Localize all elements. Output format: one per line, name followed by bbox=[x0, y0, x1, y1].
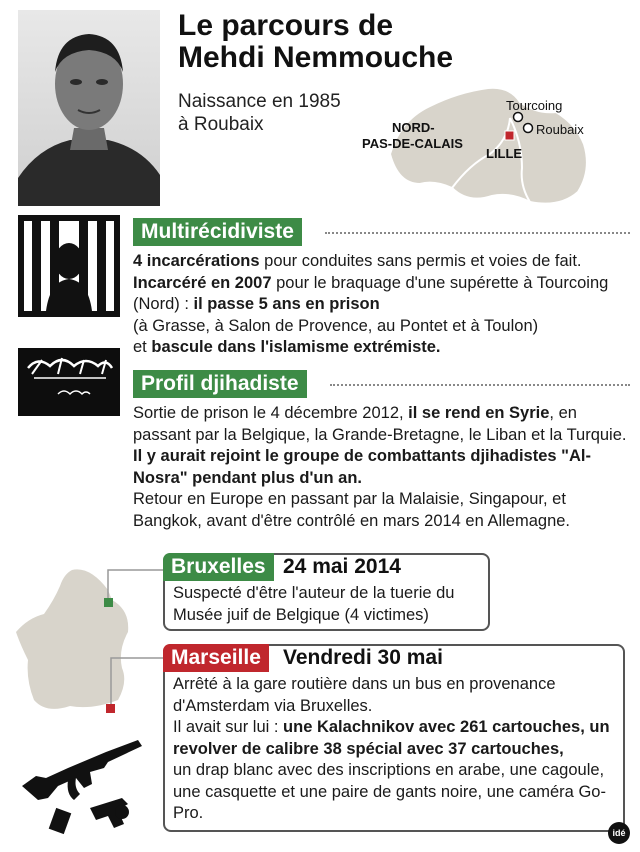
text-span: et bbox=[133, 338, 152, 356]
text-span: Il avait sur lui : bbox=[173, 718, 284, 736]
text-span: un drap blanc avec des inscriptions en arabe, une cagoule, une casquette et une paire de gants noire, une caméra Go-Pro. bbox=[173, 761, 606, 822]
text-span: Arrêté à la gare routière dans un bus en provenance d'Amsterdam via Bruxelles. bbox=[173, 675, 556, 715]
marseille-text bbox=[173, 674, 619, 825]
map-city-roubaix: Roubaix bbox=[536, 122, 584, 137]
title-line-1: Le parcours de bbox=[178, 9, 394, 42]
roubaix-marker bbox=[524, 124, 533, 133]
text-span: pour conduites sans permis et voies de fait. bbox=[259, 252, 582, 270]
text-bold: Incarcéré en 2007 bbox=[133, 273, 272, 292]
section-divider bbox=[330, 384, 630, 386]
text-bold: 4 incarcérations bbox=[133, 252, 260, 270]
birth-line-1: Naissance en 1985 bbox=[178, 91, 341, 112]
weapons-icon bbox=[18, 728, 158, 838]
page-title bbox=[178, 10, 453, 74]
text-span: Retour en Europe en passant par la Malaisie, Singapour, et Bangkok, avant d'être contrôlé en mars 2014 en Allemagne. bbox=[133, 490, 571, 530]
publisher-logo: idé bbox=[608, 822, 630, 844]
lille-marker bbox=[505, 131, 514, 140]
jihadist-flag-icon bbox=[18, 348, 120, 416]
suspect-portrait bbox=[18, 10, 160, 206]
birth-line-2: à Roubaix bbox=[178, 114, 264, 135]
prison-bars-icon bbox=[18, 215, 120, 317]
multirecidiviste-text bbox=[133, 251, 630, 359]
title-line-2: Mehdi Nemmouche bbox=[178, 41, 454, 74]
bruxelles-date: 24 mai 2014 bbox=[283, 555, 401, 578]
text-span: , en passant par la Belgique, la Grande-Bretagne, le Liban et la Turquie. bbox=[133, 404, 627, 444]
marseille-place: Marseille bbox=[163, 644, 269, 672]
text-span: (à Grasse, à Salon de Provence, au Pontet et à Toulon) bbox=[133, 316, 539, 335]
bruxelles-text: Suspecté d'être l'auteur de la tuerie du Musée juif de Belgique (4 victimes) bbox=[173, 584, 455, 624]
map-region-label-1: NORD- bbox=[392, 120, 435, 135]
profil-text bbox=[133, 403, 630, 532]
section-heading-multirecidiviste: Multirécidiviste bbox=[133, 218, 302, 246]
text-span: Sortie de prison le 4 décembre 2012, bbox=[133, 404, 409, 422]
bruxelles-card bbox=[163, 553, 490, 631]
section-heading-profil: Profil djihadiste bbox=[133, 370, 307, 398]
text-bold: il se rend en Syrie bbox=[408, 404, 550, 422]
text-span: pour le braquage d'une supérette à Tourcoing (Nord) : bbox=[133, 273, 609, 313]
text-bold: bascule dans l'islamisme extrémiste. bbox=[151, 338, 441, 356]
map-city-tourcoing: Tourcoing bbox=[506, 98, 563, 113]
bruxelles-marker bbox=[104, 598, 113, 607]
marseille-marker bbox=[106, 704, 115, 713]
section-divider bbox=[325, 232, 630, 234]
marseille-card bbox=[163, 644, 625, 832]
birth-info bbox=[178, 90, 341, 136]
text-bold: il passe 5 ans en prison bbox=[193, 295, 380, 313]
region-map bbox=[360, 84, 630, 212]
marseille-date: Vendredi 30 mai bbox=[283, 646, 443, 669]
map-city-lille: LILLE bbox=[486, 146, 523, 161]
bruxelles-place: Bruxelles bbox=[163, 553, 274, 581]
text-bold: une Kalachnikov avec 261 cartouches, un revolver de calibre 38 spécial avec 37 cartouches, bbox=[173, 718, 610, 758]
map-region-label-2: PAS-DE-CALAIS bbox=[362, 136, 463, 151]
text-bold: Il y aurait rejoint le groupe de combattants djihadistes "Al-Nosra" pendant plus d'un an. bbox=[133, 447, 591, 487]
